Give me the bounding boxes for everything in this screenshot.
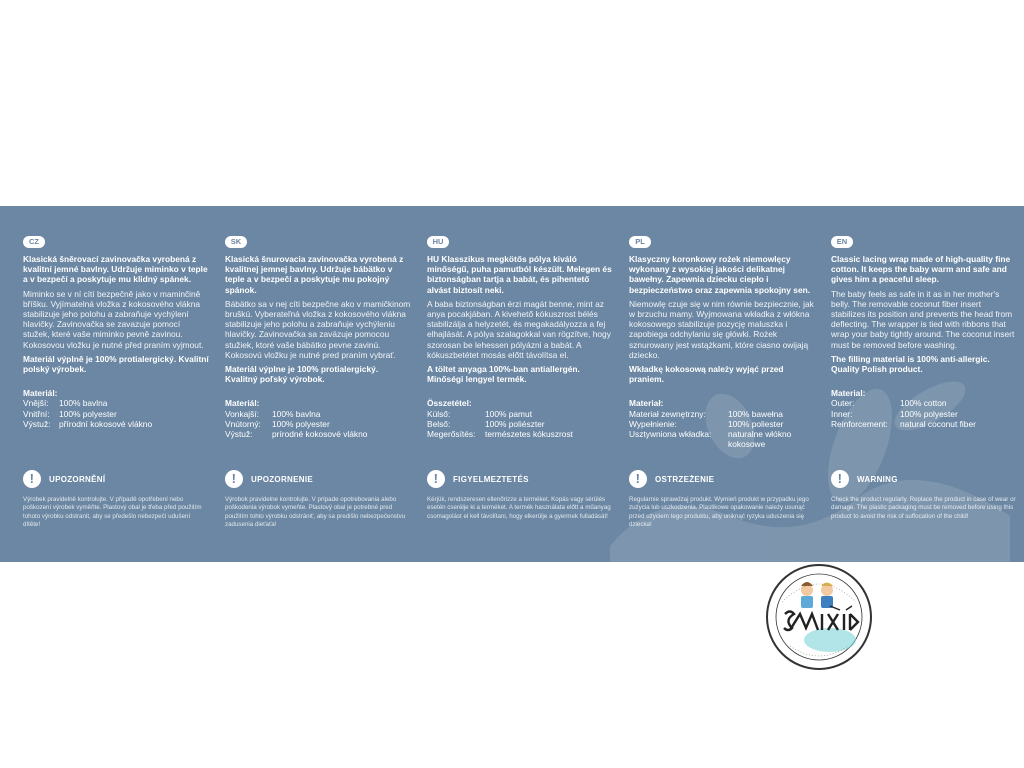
warning-block xyxy=(225,470,411,529)
material-value: naturalne włókno kokosowe xyxy=(728,429,792,450)
material-key: Materiał zewnętrzny: xyxy=(629,408,706,419)
material-key: Inner: xyxy=(831,408,853,419)
material-row xyxy=(225,409,411,419)
material-row xyxy=(831,409,1017,419)
material-key: Vonkajší: xyxy=(225,408,259,419)
material-row xyxy=(23,409,209,419)
material-key: Reinforcement: xyxy=(831,418,888,429)
description-text: Niemowlę czuje się w nim równie bezpiecznie, jak w brzuchu mamy. Wyjmowana wkładka z włókna kokosowego stabilizuje pozycję maluszka i zapobiega odchylaniu się główki. Rożek sznurowany jest wstążkami, które ciasno owijają dziecko. xyxy=(629,298,814,360)
exclamation-icon: ! xyxy=(427,470,445,488)
material-key: Vnější: xyxy=(23,398,49,409)
material-row xyxy=(23,398,209,408)
intro-text: Klasyczny koronkowy rożek niemowlęcy wykonany z wysokiej jakości delikatnej bawełny. Zapewnia dziecku ciepło i bezpieczeństwo oraz zapewnia spokojny sen. xyxy=(629,254,811,295)
material-title: Összetétel: xyxy=(427,398,472,409)
material-value: 100% bavlna xyxy=(272,408,321,419)
warning-text: Kérjük, rendszeresen ellenőrizze a terméket. Kopás vagy sérülés esetén cserélje ki a terméket. A termék használata előtt a műanyag csomagolást el kell távolítani, hogy elkerülje a gyermek fulladását! xyxy=(427,496,611,520)
material-key: Külső: xyxy=(427,408,451,419)
material-key: Výstuž: xyxy=(23,418,51,429)
warning-text: Výrobok pravidelne kontrolujte. V prípade opotrebovania alebo poškodenia výrobok vymeňte. Plastový obal je potrebné pred použitím tohto výrobku odstrániť, aby sa predišlo nebezpečenstvu zadusenia dieťaťa! xyxy=(225,496,406,528)
language-badge: EN xyxy=(831,236,853,248)
language-badge: HU xyxy=(427,236,449,248)
material-key: Vnútorný: xyxy=(225,418,261,429)
language-badge: SK xyxy=(225,236,247,248)
description-text: Miminko se v ní cítí bezpečně jako v maminčině bříšku. Vyjímatelná vložka z kokosového vlákna stabilizuje jeho polohu a zabraňuje vychýlení hlavičky. Zavinovačka se zavazuje pomocí stužek, které vaše miminko pevně zavinou. Kokosovou vložku je nutné před praním vyjmout. xyxy=(23,288,204,350)
material-key: Megerősítés: xyxy=(427,429,476,440)
intro-text: Klasická šnurovacia zavinovačka vyrobená z kvalitnej jemnej bavlny. Udržuje bábätko v teple a v bezpečí a poskytuje mu pokojný spánok. xyxy=(225,254,404,295)
exclamation-icon: ! xyxy=(629,470,647,488)
material-title: Material: xyxy=(831,388,866,399)
material-value: 100% poliester xyxy=(728,418,784,429)
material-value: prírodné kokosové vlákno xyxy=(272,429,368,440)
language-badge: PL xyxy=(629,236,651,248)
intro-text: Classic lacing wrap made of high-quality fine cotton. It keeps the baby warm and safe and gives him a peaceful sleep. xyxy=(831,254,1011,285)
language-badge: CZ xyxy=(23,236,45,248)
intro-text: HU Klasszikus megkötős pólya kiváló minőségű, puha pamutból készült. Melegen és biztonságban tartja a babát, és pihentető alvást biztosít neki. xyxy=(427,254,612,295)
language-column-hu xyxy=(427,236,613,439)
material-row xyxy=(225,429,411,439)
smixik-logo xyxy=(760,562,878,672)
material-key: Vnitřní: xyxy=(23,408,50,419)
material-value: natural coconut fiber xyxy=(900,418,976,429)
note-text: Materiál výplně je 100% protialergický. Kvalitní polský výrobek. xyxy=(23,353,209,375)
material-title: Materiál: xyxy=(23,388,58,399)
warning-block xyxy=(427,470,613,521)
material-row xyxy=(629,409,815,419)
warning-title: WARNING xyxy=(857,474,898,484)
warning-block xyxy=(629,470,815,529)
description-text: Bábätko sa v nej cíti bezpečne ako v mamičkinom bruškú. Vyberateľná vložka z kokosového vlákna stabilizuje jeho polohu a zabraňuje vychýleniu hlavičky. Zavinovačka sa zaväzuje pomocou stužiek, ktoré vaše bábätko pevne zavinú. Kokosovú vložku je nutné pred praním vybrať. xyxy=(225,298,411,360)
material-value: természetes kókuszrost xyxy=(485,429,573,440)
warning-text: Regularnie sprawdzaj produkt. Wymień produkt w przypadku jego zużycia lub uszkodzenia. Plastikowe opakowanie należy usunąć przed użyciem tego produktu, aby uniknąć ryzyka uduszenia się dziecka! xyxy=(629,496,809,528)
material-row xyxy=(23,419,209,429)
description-text: The baby feels as safe in it as in her mother's belly. The removable coconut fiber insert stabilizes its position and prevents the head from deflecting. The wrapper is tied with ribbons that wrap your baby tightly around. The coconut insert must be removed before washing. xyxy=(831,288,1015,350)
material-value: 100% polyester xyxy=(900,408,958,419)
description-text: A baba biztonságban érzi magát benne, mint az anya pocakjában. A kivehető kókuszrost bélés stabilizálja a helyzetét, és megakadályozza a fej elhajlását. A pólya szalagokkal van rögzítve, hogy szorosan be lehessen pólyázni a babát. A kókuszbetétet mosás előtt távolítsa el. xyxy=(427,298,611,360)
warning-title: OSTRZEŻENIE xyxy=(655,474,715,484)
material-key: Outer: xyxy=(831,398,855,409)
warning-text: Check the product regularly. Replace the product in case of wear or damage. The plastic packaging must be removed before using this product to avoid the risk of suffocation of the child! xyxy=(831,496,1016,520)
exclamation-icon: ! xyxy=(831,470,849,488)
material-value: 100% bavlna xyxy=(59,398,108,409)
warning-title: UPOZORNĚNÍ xyxy=(49,474,106,484)
material-value: 100% bawełna xyxy=(728,408,783,419)
language-column-pl xyxy=(629,236,815,449)
language-column-en xyxy=(831,236,1017,429)
material-row xyxy=(427,409,613,419)
note-text: Wkładkę kokosową należy wyjąć przed praniem. xyxy=(629,364,784,385)
material-row xyxy=(629,429,815,449)
info-band xyxy=(0,206,1024,562)
material-key: Wypełnienie: xyxy=(629,418,677,429)
material-row xyxy=(225,419,411,429)
note-text: A töltet anyaga 100%-ban antiallergén. Minőségi lengyel termék. xyxy=(427,364,580,385)
material-value: 100% polyester xyxy=(272,418,330,429)
warning-block xyxy=(831,470,1017,521)
material-key: Výstuž: xyxy=(225,429,253,440)
note-text: The filling material is 100% anti-allergic. Quality Polish product. xyxy=(831,353,990,375)
material-value: přírodní kokosové vlákno xyxy=(59,418,153,429)
material-key: Belső: xyxy=(427,418,451,429)
material-row xyxy=(831,398,1017,408)
language-column-sk xyxy=(225,236,411,439)
material-value: 100% cotton xyxy=(900,398,947,409)
material-key: Usztywniona wkładka: xyxy=(629,429,712,440)
material-value: 100% pamut xyxy=(485,408,533,419)
exclamation-icon: ! xyxy=(23,470,41,488)
warning-title: UPOZORNENIE xyxy=(251,474,313,484)
warning-title: FIGYELMEZTETÉS xyxy=(453,474,529,484)
warning-text: Výrobek pravidelně kontrolujte. V případě opotřebení nebo poškození výrobek vyměňte. Plastový obal je třeba před použitím tohoto výrobku odstranit, aby se předešlo nebezpečí udušení dítěte! xyxy=(23,496,202,528)
material-row xyxy=(629,419,815,429)
material-title: Materiał: xyxy=(629,398,664,409)
material-row xyxy=(427,419,613,429)
material-title: Materiál: xyxy=(225,398,260,409)
material-value: 100% poliészter xyxy=(485,418,545,429)
material-row xyxy=(427,429,613,439)
intro-text: Klasická šněrovací zavinovačka vyrobená z kvalitní jemné bavlny. Udržuje miminko v teple a v bezpečí a poskytuje mu klidný spánek. xyxy=(23,254,208,285)
exclamation-icon: ! xyxy=(225,470,243,488)
warning-block xyxy=(23,470,209,529)
material-value: 100% polyester xyxy=(59,408,117,419)
note-text: Materiál výplne je 100% protialergický. Kvalitný poľský výrobok. xyxy=(225,364,379,385)
language-column-cz xyxy=(23,236,209,429)
material-row xyxy=(831,419,1017,429)
